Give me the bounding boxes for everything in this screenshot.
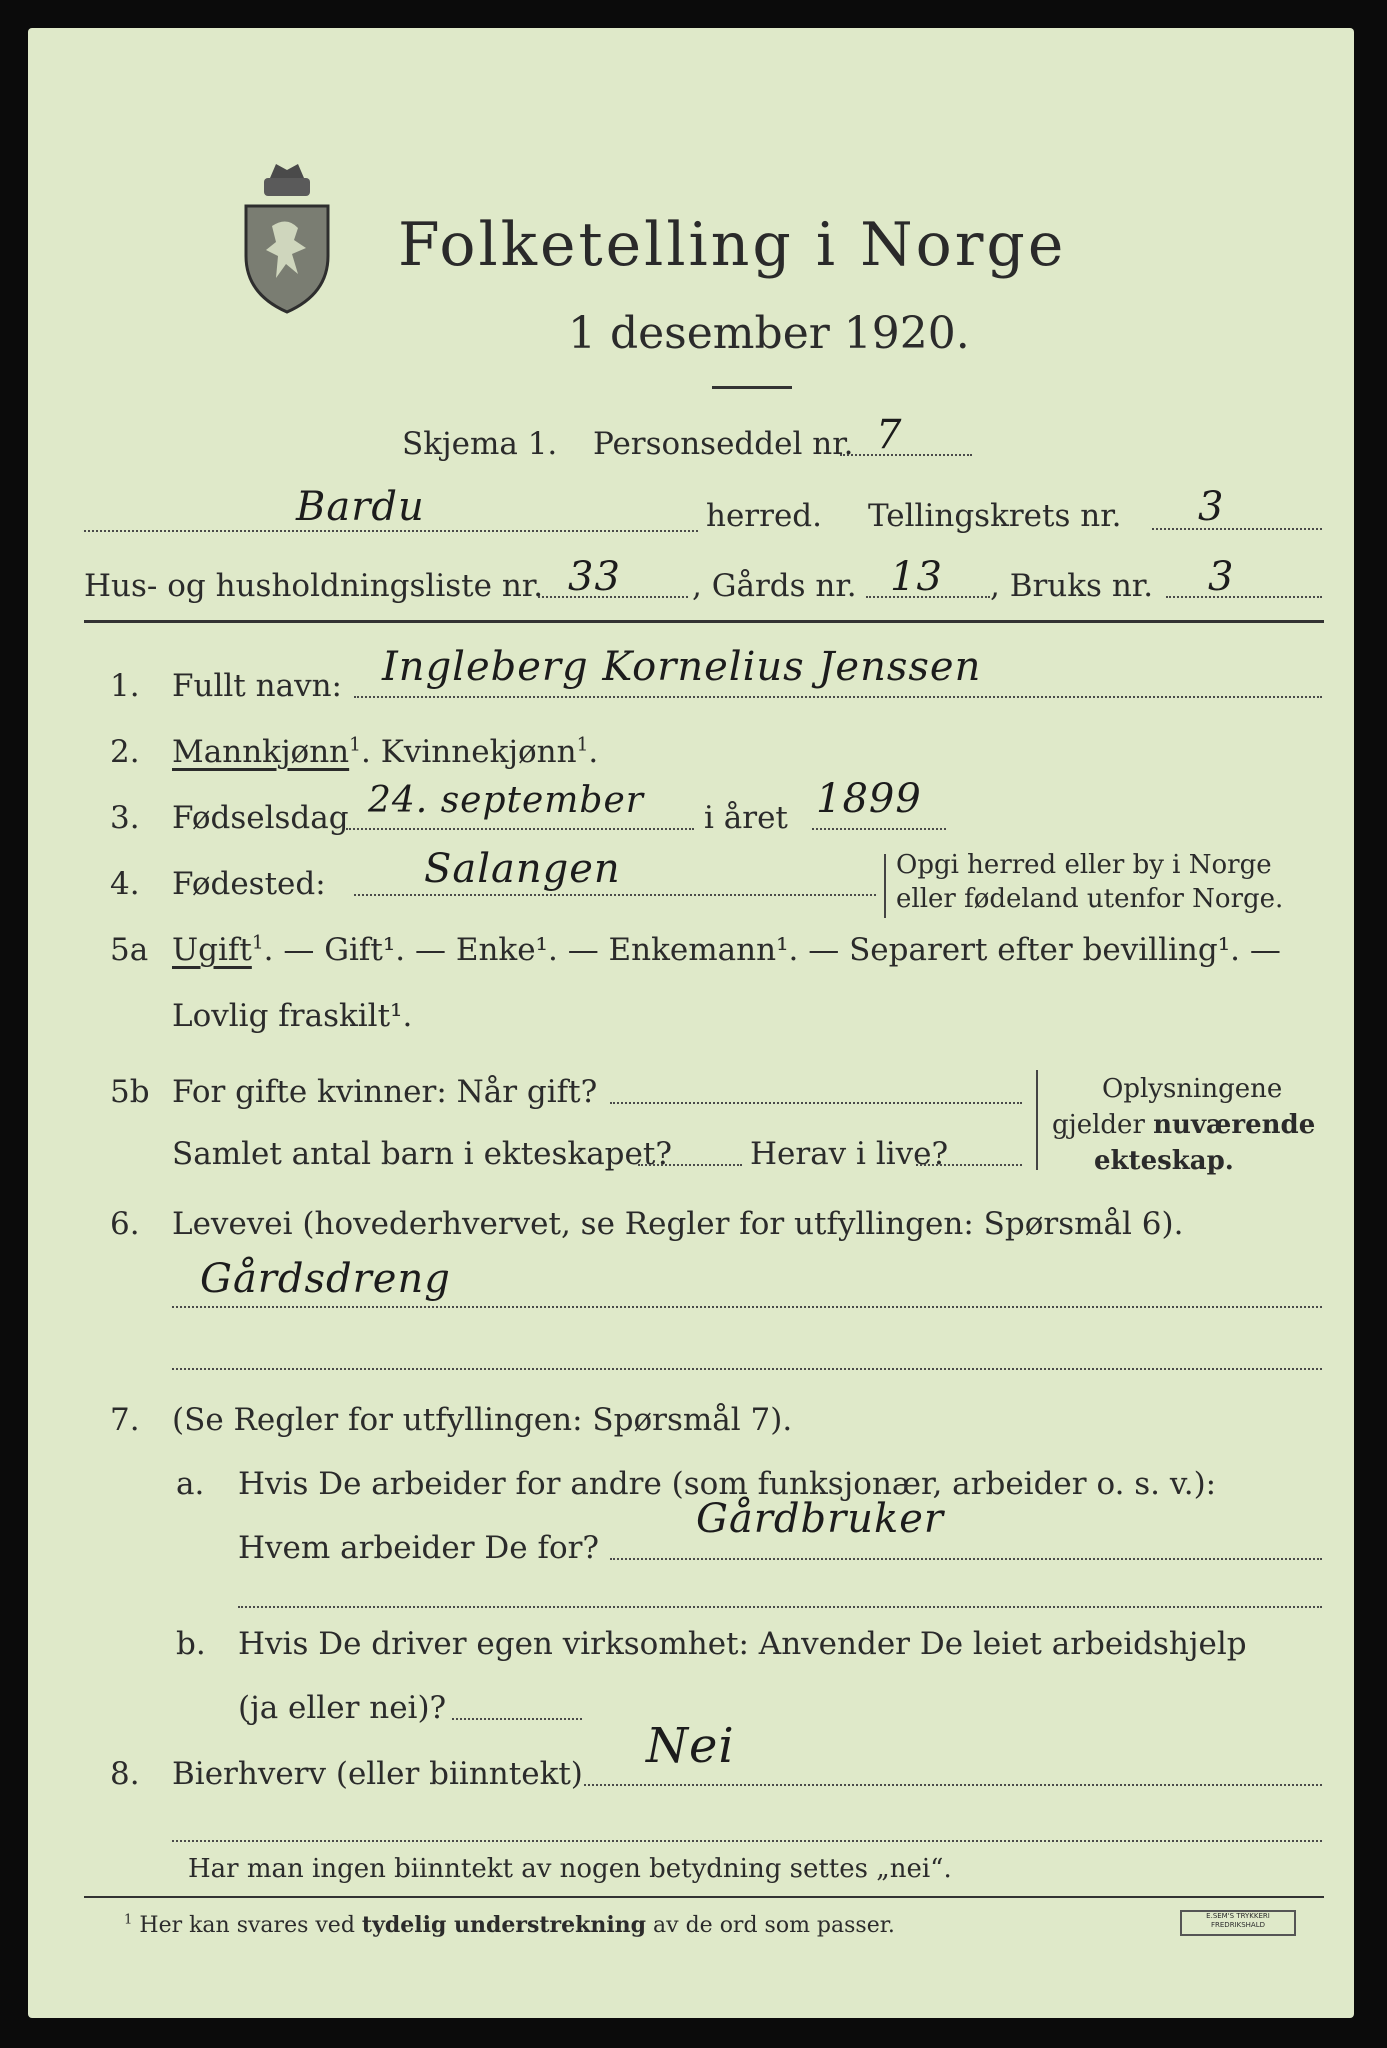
occupation-line1 <box>172 1306 1322 1308</box>
full-name-value: Ingleberg Kornelius Jenssen <box>382 644 982 690</box>
q6-number: 6. <box>110 1206 140 1242</box>
q7a-text2: Hvem arbeider De for? <box>238 1530 600 1566</box>
gards-label: , Gårds nr. <box>692 568 857 604</box>
q5b-note-line2: gjelder nuværende <box>1052 1110 1316 1140</box>
children-line <box>638 1164 742 1166</box>
coat-of-arms-icon <box>232 156 342 316</box>
q7b-letter: b. <box>176 1626 206 1662</box>
side-income-line <box>584 1784 1322 1786</box>
q5b-note-line3: ekteskap. <box>1094 1146 1234 1176</box>
birthday-value: 24. september <box>368 780 644 821</box>
q4-label: Fødested: <box>172 866 326 902</box>
q3-label: Fødselsdag <box>172 800 349 836</box>
year-label: i året <box>704 800 788 836</box>
q7a-text: Hvis De arbeider for andre (som funksjonær, arbeider o. s. v.): <box>238 1466 1217 1502</box>
employer-line <box>610 1558 1322 1560</box>
herred-label: herred. <box>706 498 822 534</box>
marital-options: Ugift$^1$. — Gift¹. — Enke¹. — Enkemann¹. — Separert efter bevilling¹. — <box>172 932 1281 968</box>
gender-options: Mannkjønn$^1$. Kvinnekjønn$^1$. <box>172 734 599 770</box>
alive-line <box>916 1164 1022 1166</box>
personseddel-label: Personseddel nr. <box>593 426 854 462</box>
form-title: Folketelling i Norge <box>398 210 1067 280</box>
children-label: Samlet antal barn i ekteskapet? <box>172 1136 672 1172</box>
q4-note-brace <box>884 854 886 918</box>
marital-options-line2: Lovlig fraskilt¹. <box>172 998 413 1034</box>
birthday-line <box>346 828 694 830</box>
q7b-text2: (ja eller nei)? <box>238 1690 447 1726</box>
q1-label: Fullt navn: <box>172 668 342 704</box>
married-when-line <box>610 1102 1022 1104</box>
tellingskrets-line <box>1152 528 1322 530</box>
q3-number: 3. <box>110 800 140 836</box>
tellingskrets-label: Tellingskrets nr. <box>868 498 1122 534</box>
side-income-line2 <box>172 1840 1322 1842</box>
q4-note-line1: Opgi herred eller by i Norge <box>896 850 1272 880</box>
occupation-line2 <box>172 1368 1322 1370</box>
herred-value: Bardu <box>296 484 425 530</box>
census-form <box>28 28 1354 2018</box>
employer-line2 <box>238 1606 1322 1608</box>
birthplace-line <box>354 894 876 896</box>
footnote: $^1$ Her kan svares ved tydelig understrekning av de ord som passer. <box>124 1912 895 1938</box>
skjema-label: Skjema 1. <box>402 426 558 462</box>
q5b-note-brace <box>1036 1070 1038 1170</box>
nei-note: Har man ingen biinntekt av nogen betydning settes „nei“. <box>188 1854 952 1884</box>
q8-number: 8. <box>110 1756 140 1792</box>
q7-number: 7. <box>110 1402 140 1438</box>
q5b-label: For gifte kvinner: Når gift? <box>172 1074 598 1110</box>
tellingskrets-value: 3 <box>1198 484 1225 530</box>
husliste-label: Hus- og husholdningsliste nr. <box>84 568 544 604</box>
male-option: Mannkjønn <box>172 734 350 770</box>
personseddel-value: 7 <box>876 412 903 458</box>
unmarried-option: Ugift <box>172 932 252 968</box>
q5a-number: 5a <box>110 932 149 968</box>
female-option: Kvinnekjønn <box>380 734 577 770</box>
q8-label: Bierhverv (eller biinntekt) <box>172 1756 583 1792</box>
bruks-line <box>1166 596 1322 598</box>
year-line <box>812 828 946 830</box>
q5b-note-line1: Oplysningene <box>1102 1074 1283 1104</box>
printer-stamp: E.SEM'S TRYKKERI FREDRIKSHALD <box>1180 1910 1296 1936</box>
occupation-value: Gårdsdreng <box>200 1256 451 1302</box>
header-rule <box>84 620 1324 623</box>
employer-value: Gårdbruker <box>696 1496 945 1542</box>
herred-line <box>84 530 698 532</box>
alive-label: Herav i live? <box>750 1136 949 1172</box>
husliste-value: 33 <box>568 554 621 600</box>
q1-line <box>354 696 1322 698</box>
q7-label: (Se Regler for utfyllingen: Spørsmål 7). <box>172 1402 793 1438</box>
side-income-value: Nei <box>646 1718 735 1774</box>
q6-label: Levevei (hovederhvervet, se Regler for utfyllingen: Spørsmål 6). <box>172 1206 1184 1242</box>
birth-year-value: 1899 <box>816 776 922 822</box>
bruks-value: 3 <box>1208 554 1235 600</box>
q1-number: 1. <box>110 668 140 704</box>
q4-note-line2: eller fødeland utenfor Norge. <box>896 884 1284 914</box>
personseddel-line <box>840 454 972 456</box>
q2-number: 2. <box>110 734 140 770</box>
q7b-text: Hvis De driver egen virksomhet: Anvender De leiet arbeidshjelp <box>238 1626 1247 1662</box>
title-divider <box>712 386 792 389</box>
birthplace-value: Salangen <box>424 846 621 892</box>
q5b-number: 5b <box>110 1074 150 1110</box>
hired-help-line <box>452 1718 582 1720</box>
bruks-label: , Bruks nr. <box>990 568 1154 604</box>
q7a-letter: a. <box>176 1466 205 1502</box>
form-date: 1 desember 1920. <box>568 308 970 359</box>
footnote-rule <box>84 1896 1324 1898</box>
q4-number: 4. <box>110 866 140 902</box>
gards-value: 13 <box>890 554 943 600</box>
